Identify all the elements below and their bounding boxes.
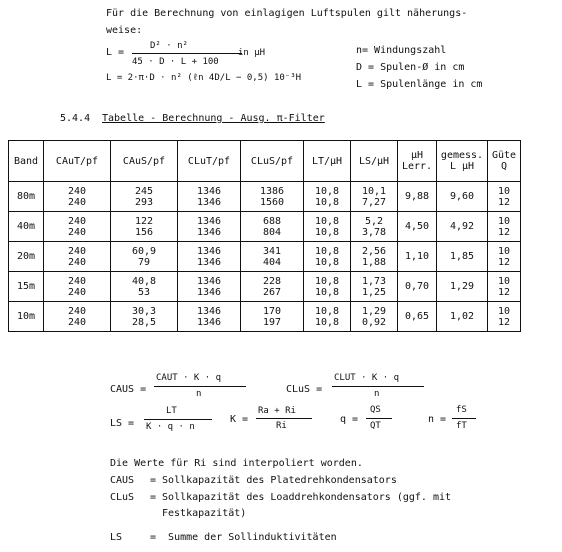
header-lerr: µH Lerr.: [398, 141, 437, 182]
ls-numerator: LT: [166, 406, 177, 416]
table-cell: 240 240: [44, 212, 111, 242]
formula1-fraction-bar: [132, 53, 242, 54]
table-cell: 10m: [9, 302, 44, 332]
table-row: [9, 242, 521, 272]
clus-def-text: = Sollkapazität des Loaddrehkondensators (ggf. mit: [150, 492, 452, 503]
section-number: 5.4.4: [60, 113, 91, 124]
q-fraction-bar: [366, 418, 392, 419]
table-cell: 15m: [9, 272, 44, 302]
clus-def-text-2: Festkapazität): [162, 508, 247, 519]
header-band: Band: [9, 141, 44, 182]
table-cell: 240 240: [44, 242, 111, 272]
n-lhs: n =: [428, 414, 447, 425]
header-lt: LT/µH: [304, 141, 351, 182]
caus-def-text: = Sollkapazität des Platedrehkondensators: [150, 475, 397, 486]
formula1-numerator: D² · n²: [150, 41, 188, 51]
ls-lhs: LS =: [110, 418, 135, 429]
legend-d: D = Spulen-Ø in cm: [356, 62, 465, 73]
table-cell: 10 12: [488, 272, 521, 302]
table-cell: 20m: [9, 242, 44, 272]
formula1-unit: in µH: [238, 48, 266, 58]
table-cell: 10 12: [488, 242, 521, 272]
table-cell: 10,8 10,8: [304, 272, 351, 302]
ls-denominator: K · q · n: [146, 422, 195, 432]
intro-line-1: Für die Berechnung von einlagigen Luftspulen gilt näherungs-: [106, 8, 468, 19]
k-fraction-bar: [256, 418, 312, 419]
table-cell: 240 240: [44, 272, 111, 302]
table-cell: 10,8 10,8: [304, 242, 351, 272]
table-cell: 1386 1560: [241, 182, 304, 212]
table-cell: 10,8 10,8: [304, 182, 351, 212]
formula1-denominator: 45 · D · L + 100: [132, 57, 219, 67]
table-cell: 10,8 10,8: [304, 212, 351, 242]
table-cell: 170 197: [241, 302, 304, 332]
q-lhs: q =: [340, 414, 359, 425]
caus-denominator: n: [196, 389, 202, 399]
ls-def-symbol: LS: [110, 532, 123, 543]
n-numerator: fS: [456, 405, 467, 415]
table-cell: 1,85: [437, 242, 488, 272]
table-cell: 10,8 10,8: [304, 302, 351, 332]
header-guete: Güte Q: [488, 141, 521, 182]
legend-l: L = Spulenlänge in cm: [356, 79, 483, 90]
table-cell: 10,1 7,27: [351, 182, 398, 212]
table-cell: 1,29 0,92: [351, 302, 398, 332]
table-cell: 1346 1346: [178, 212, 241, 242]
caus-fraction-bar: [154, 386, 246, 387]
k-numerator: Ra + Ri: [258, 406, 296, 416]
header-ls: LS/µH: [351, 141, 398, 182]
header-clut: CLuT/pf: [178, 141, 241, 182]
table-cell: 4,50: [398, 212, 437, 242]
intro-line-2: weise:: [106, 25, 143, 36]
table-cell: 1,02: [437, 302, 488, 332]
table-cell: 122 156: [111, 212, 178, 242]
caus-def-symbol: CAUS: [110, 475, 135, 486]
table-cell: 80m: [9, 182, 44, 212]
table-cell: 1346 1346: [178, 242, 241, 272]
table-cell: 40,8 53: [111, 272, 178, 302]
n-fraction-bar: [452, 418, 476, 419]
table-cell: 1,29: [437, 272, 488, 302]
table-cell: 240 240: [44, 182, 111, 212]
table-cell: 10 12: [488, 302, 521, 332]
table-cell: 228 267: [241, 272, 304, 302]
table-cell: 10 12: [488, 182, 521, 212]
header-gemess: gemess. L µH: [437, 141, 488, 182]
table-row: [9, 182, 521, 212]
clus-fraction-bar: [332, 386, 424, 387]
q-denominator: QT: [370, 421, 381, 431]
header-clus: CLuS/pf: [241, 141, 304, 182]
table-cell: 688 804: [241, 212, 304, 242]
table-row: [9, 302, 521, 332]
table-cell: 0,70: [398, 272, 437, 302]
table-cell: 5,2 3,78: [351, 212, 398, 242]
caus-numerator: CAUT · K · q: [156, 373, 222, 383]
clus-def-symbol: CLuS: [110, 492, 135, 503]
table-cell: 30,3 28,5: [111, 302, 178, 332]
clus-lhs: CLuS =: [286, 384, 323, 395]
table-cell: 10 12: [488, 212, 521, 242]
table-cell: 60,9 79: [111, 242, 178, 272]
table-cell: 245 293: [111, 182, 178, 212]
k-lhs: K =: [230, 414, 249, 425]
filter-table: [8, 140, 521, 332]
header-caus: CAuS/pf: [111, 141, 178, 182]
table-cell: 1346 1346: [178, 272, 241, 302]
table-header-row: [9, 141, 521, 182]
k-denominator: Ri: [276, 421, 287, 431]
table-cell: 4,92: [437, 212, 488, 242]
n-denominator: fT: [456, 421, 467, 431]
legend-n: n= Windungszahl: [356, 45, 447, 56]
ls-fraction-bar: [144, 419, 212, 420]
table-row: [9, 212, 521, 242]
caus-lhs: CAUS =: [110, 384, 147, 395]
ls-def-text: = Summe der Sollinduktivitäten: [150, 532, 337, 543]
clus-numerator: CLUT · K · q: [334, 373, 400, 383]
table-cell: 1,10: [398, 242, 437, 272]
table-cell: 240 240: [44, 302, 111, 332]
clus-denominator: n: [374, 389, 380, 399]
table-cell: 9,88: [398, 182, 437, 212]
table-row: [9, 272, 521, 302]
table-cell: 1346 1346: [178, 302, 241, 332]
table-cell: 9,60: [437, 182, 488, 212]
formula1-lhs: L =: [106, 47, 125, 58]
table-cell: 1346 1346: [178, 182, 241, 212]
ri-note: Die Werte für Ri sind interpoliert worden.: [110, 458, 363, 469]
table-cell: 0,65: [398, 302, 437, 332]
header-caut: CAuT/pf: [44, 141, 111, 182]
section-title: Tabelle - Berechnung - Ausg. π-Filter: [102, 113, 325, 124]
q-numerator: QS: [370, 405, 381, 415]
table-cell: 2,56 1,88: [351, 242, 398, 272]
formula2: L = 2·π·D · n² (ℓn 4D/L − 0,5) 10⁻³H: [106, 73, 302, 83]
table-cell: 341 404: [241, 242, 304, 272]
table-cell: 1,73 1,25: [351, 272, 398, 302]
table-cell: 40m: [9, 212, 44, 242]
